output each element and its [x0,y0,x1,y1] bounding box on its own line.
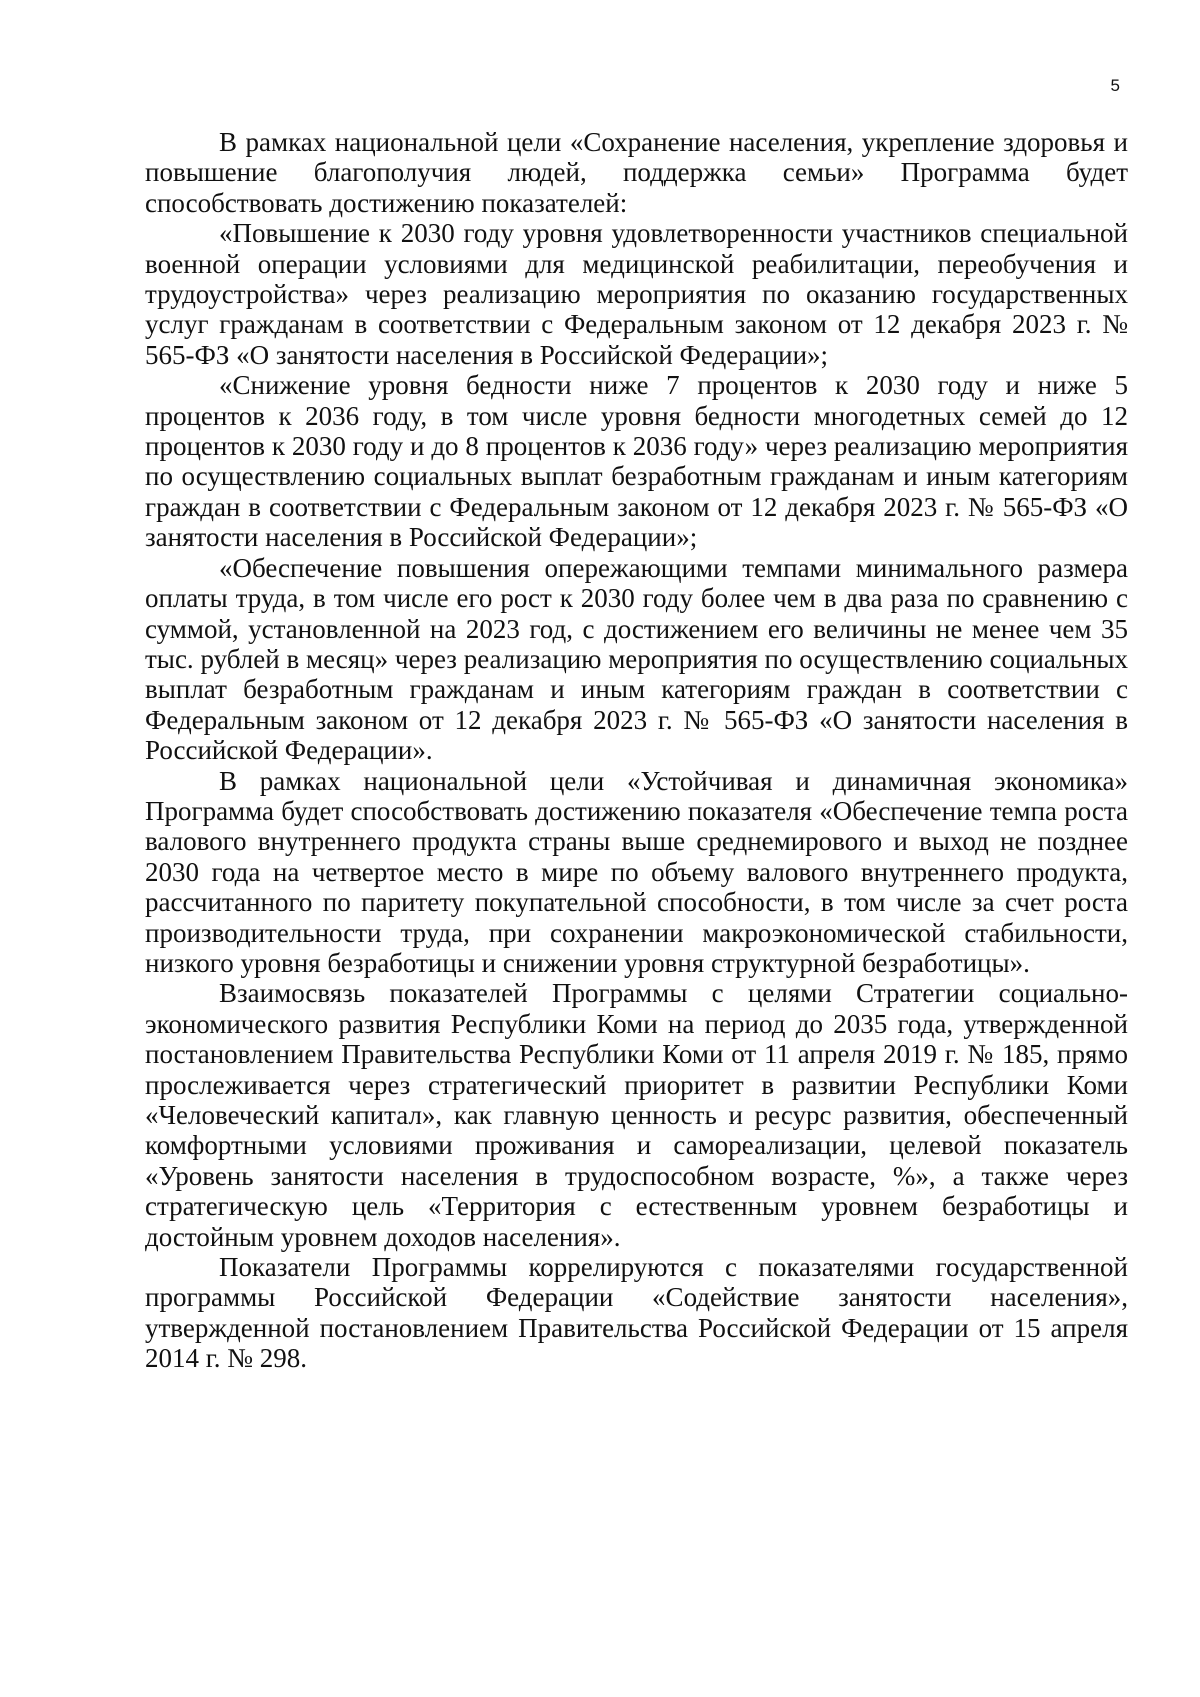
paragraph-federal-program-correlation: Показатели Программы коррелируются с показателями государственной программы Российской Федерации «Содействие занятости населения», утвержденной постановлением Правительства Российской Федерации от 15 апреля 2014 г. № 298. [145,1252,1128,1374]
paragraph-national-goal-population: В рамках национальной цели «Сохранение населения, укрепление здоровья и повышение благополучия людей, поддержка семьи» Программа будет способствовать достижению показателей: [145,127,1128,218]
paragraph-komi-strategy-link: Взаимосвязь показателей Программы с целями Стратегии социально-экономического развития Республики Коми на период до 2035 года, утвержденной постановлением Правительства Республики Коми от 11 апреля 2019 г. № 185, прямо прослеживается через стратегический приоритет в развитии Республики Коми «Человеческий капитал», как главную ценность и ресурс развития, обеспеченный комфортными условиями проживания и самореализации, целевой показатель «Уровень занятости населения в трудоспособном возрасте, %», а также через стратегическую цель «Территория с естественным уровнем безработицы и достойным уровнем доходов населения». [145,978,1128,1252]
document-body [145,127,1128,1374]
page-number: 5 [1110,76,1120,95]
paragraph-poverty-reduction-indicator: «Снижение уровня бедности ниже 7 процентов к 2030 году и ниже 5 процентов к 2036 году, в том числе уровня бедности многодетных семей до 12 процентов к 2030 году и до 8 процентов к 2036 году» через реализацию мероприятия по осуществлению социальных выплат безработным гражданам и иным категориям граждан в соответствии с Федеральным законом от 12 декабря 2023 г. № 565-ФЗ «О занятости населения в Российской Федерации»; [145,370,1128,553]
paragraph-national-goal-economy: В рамках национальной цели «Устойчивая и динамичная экономика» Программа будет способствовать достижению показателя «Обеспечение темпа роста валового внутреннего продукта страны выше среднемирового и выход не позднее 2030 года на четвертое место в мире по объему валового внутреннего продукта, рассчитанного по паритету покупательной способности, в том числе за счет роста производительности труда, при сохранении макроэкономической стабильности, низкого уровня безработицы и снижении уровня структурной безработицы». [145,765,1128,978]
paragraph-minimum-wage-indicator: «Обеспечение повышения опережающими темпами минимального размера оплаты труда, в том числе его рост к 2030 году более чем в два раза по сравнению с суммой, установленной на 2023 год, с достижением его величины не менее чем 35 тыс. рублей в месяц» через реализацию мероприятия по осуществлению социальных выплат безработным гражданам и иным категориям граждан в соответствии с Федеральным законом от 12 декабря 2023 г. № 565-ФЗ «О занятости населения в Российской Федерации». [145,552,1128,766]
paragraph-svo-participants-indicator: «Повышение к 2030 году уровня удовлетворенности участников специальной военной операции условиями для медицинской реабилитации, переобучения и трудоустройства» через реализацию мероприятия по оказанию государственных услуг гражданам в соответствии с Федеральным законом от 12 декабря 2023 г. № 565-ФЗ «О занятости населения в Российской Федерации»; [145,218,1128,370]
